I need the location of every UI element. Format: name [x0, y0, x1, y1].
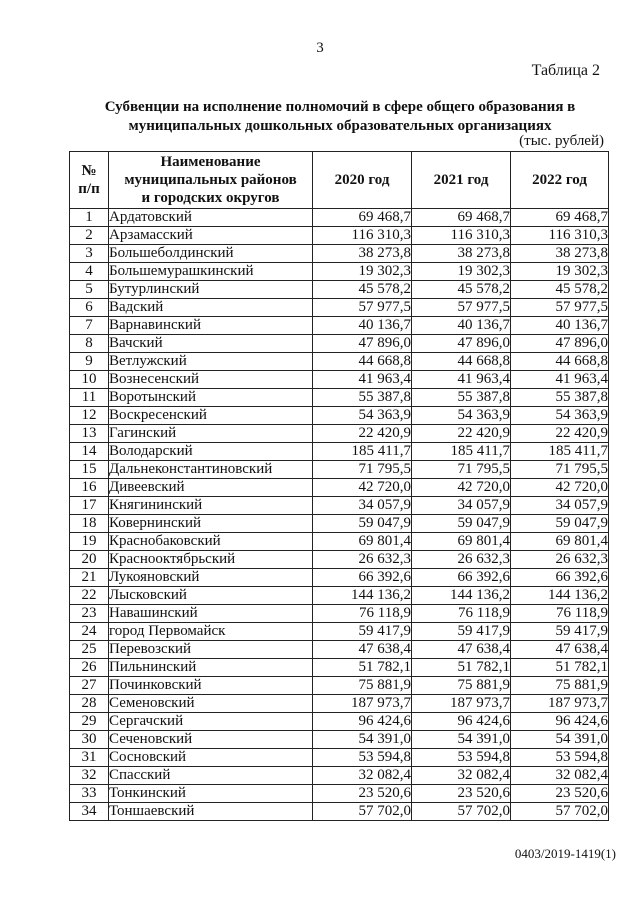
district-name-cell: Большеболдинский — [109, 245, 313, 263]
district-name-cell: Вадский — [109, 299, 313, 317]
value-2021-cell: 57 977,5 — [412, 299, 511, 317]
district-name-cell: Лукояновский — [109, 569, 313, 587]
value-2020-cell: 185 411,7 — [313, 443, 412, 461]
value-2021-cell: 26 632,3 — [412, 551, 511, 569]
header-2022: 2022 год — [511, 152, 609, 209]
table-row — [70, 713, 609, 731]
row-number-cell: 31 — [70, 749, 109, 767]
value-2022-cell: 26 632,3 — [511, 551, 609, 569]
table-row — [70, 551, 609, 569]
row-number-cell: 25 — [70, 641, 109, 659]
value-2021-cell: 44 668,8 — [412, 353, 511, 371]
value-2021-cell: 185 411,7 — [412, 443, 511, 461]
row-number-cell: 2 — [70, 227, 109, 245]
value-2022-cell: 57 702,0 — [511, 803, 609, 821]
value-2022-cell: 19 302,3 — [511, 263, 609, 281]
table-row — [70, 533, 609, 551]
value-2022-cell: 32 082,4 — [511, 767, 609, 785]
row-number-cell: 18 — [70, 515, 109, 533]
district-name-cell: Воротынский — [109, 389, 313, 407]
value-2020-cell: 53 594,8 — [313, 749, 412, 767]
value-2022-cell: 116 310,3 — [511, 227, 609, 245]
table-row — [70, 371, 609, 389]
district-name-cell: Варнавинский — [109, 317, 313, 335]
table-row — [70, 317, 609, 335]
row-number-cell: 3 — [70, 245, 109, 263]
value-2020-cell: 54 363,9 — [313, 407, 412, 425]
value-2020-cell: 38 273,8 — [313, 245, 412, 263]
value-2022-cell: 75 881,9 — [511, 677, 609, 695]
value-2020-cell: 54 391,0 — [313, 731, 412, 749]
value-2020-cell: 55 387,8 — [313, 389, 412, 407]
header-num: № п/п — [70, 152, 109, 209]
row-number-cell: 17 — [70, 497, 109, 515]
header-2020: 2020 год — [313, 152, 412, 209]
value-2021-cell: 54 363,9 — [412, 407, 511, 425]
district-name-cell: Княгининский — [109, 497, 313, 515]
district-name-cell: Краснооктябрьский — [109, 551, 313, 569]
district-name-cell: Вознесенский — [109, 371, 313, 389]
value-2020-cell: 23 520,6 — [313, 785, 412, 803]
row-number-cell: 28 — [70, 695, 109, 713]
value-2021-cell: 53 594,8 — [412, 749, 511, 767]
value-2021-cell: 42 720,0 — [412, 479, 511, 497]
value-2022-cell: 187 973,7 — [511, 695, 609, 713]
value-2022-cell: 54 391,0 — [511, 731, 609, 749]
value-2020-cell: 187 973,7 — [313, 695, 412, 713]
subsidy-table — [69, 151, 609, 821]
value-2022-cell: 42 720,0 — [511, 479, 609, 497]
value-2022-cell: 34 057,9 — [511, 497, 609, 515]
table-row — [70, 425, 609, 443]
value-2021-cell: 40 136,7 — [412, 317, 511, 335]
table-row — [70, 605, 609, 623]
row-number-cell: 10 — [70, 371, 109, 389]
value-2022-cell: 53 594,8 — [511, 749, 609, 767]
value-2021-cell: 23 520,6 — [412, 785, 511, 803]
value-2020-cell: 41 963,4 — [313, 371, 412, 389]
value-2021-cell: 22 420,9 — [412, 425, 511, 443]
table-row — [70, 389, 609, 407]
value-2020-cell: 57 702,0 — [313, 803, 412, 821]
district-name-cell: Сосновский — [109, 749, 313, 767]
value-2020-cell: 76 118,9 — [313, 605, 412, 623]
value-2021-cell: 19 302,3 — [412, 263, 511, 281]
table-row — [70, 659, 609, 677]
district-name-cell: Семеновский — [109, 695, 313, 713]
district-name-cell: Пильнинский — [109, 659, 313, 677]
table-row — [70, 749, 609, 767]
value-2020-cell: 96 424,6 — [313, 713, 412, 731]
table-row — [70, 641, 609, 659]
value-2020-cell: 44 668,8 — [313, 353, 412, 371]
value-2020-cell: 34 057,9 — [313, 497, 412, 515]
district-name-cell: Дивеевский — [109, 479, 313, 497]
value-2022-cell: 66 392,6 — [511, 569, 609, 587]
value-2020-cell: 45 578,2 — [313, 281, 412, 299]
value-2021-cell: 59 417,9 — [412, 623, 511, 641]
table-row — [70, 515, 609, 533]
row-number-cell: 24 — [70, 623, 109, 641]
district-name-cell: Гагинский — [109, 425, 313, 443]
row-number-cell: 20 — [70, 551, 109, 569]
value-2022-cell: 96 424,6 — [511, 713, 609, 731]
row-number-cell: 19 — [70, 533, 109, 551]
table-label: Таблица 2 — [531, 62, 600, 79]
value-2022-cell: 59 047,9 — [511, 515, 609, 533]
value-2021-cell: 38 273,8 — [412, 245, 511, 263]
value-2020-cell: 69 801,4 — [313, 533, 412, 551]
value-2021-cell: 116 310,3 — [412, 227, 511, 245]
table-row — [70, 263, 609, 281]
row-number-cell: 12 — [70, 407, 109, 425]
row-number-cell: 1 — [70, 209, 109, 227]
district-name-cell: Тонкинский — [109, 785, 313, 803]
value-2022-cell: 47 638,4 — [511, 641, 609, 659]
table-row — [70, 569, 609, 587]
value-2022-cell: 44 668,8 — [511, 353, 609, 371]
table-row — [70, 587, 609, 605]
value-2021-cell: 76 118,9 — [412, 605, 511, 623]
table-title — [60, 98, 620, 136]
value-2020-cell: 40 136,7 — [313, 317, 412, 335]
table-row — [70, 677, 609, 695]
value-2022-cell: 57 977,5 — [511, 299, 609, 317]
value-2020-cell: 75 881,9 — [313, 677, 412, 695]
row-number-cell: 6 — [70, 299, 109, 317]
district-name-cell: Лысковский — [109, 587, 313, 605]
value-2022-cell: 54 363,9 — [511, 407, 609, 425]
value-2020-cell: 47 896,0 — [313, 335, 412, 353]
value-2021-cell: 96 424,6 — [412, 713, 511, 731]
table-row — [70, 209, 609, 227]
value-2020-cell: 42 720,0 — [313, 479, 412, 497]
district-name-cell: Починковский — [109, 677, 313, 695]
district-name-cell: Вачский — [109, 335, 313, 353]
district-name-cell: Воскресенский — [109, 407, 313, 425]
row-number-cell: 30 — [70, 731, 109, 749]
value-2021-cell: 47 896,0 — [412, 335, 511, 353]
table-row — [70, 281, 609, 299]
table-row — [70, 443, 609, 461]
district-name-cell: город Первомайск — [109, 623, 313, 641]
value-2020-cell: 32 082,4 — [313, 767, 412, 785]
row-number-cell: 8 — [70, 335, 109, 353]
table-row — [70, 407, 609, 425]
row-number-cell: 27 — [70, 677, 109, 695]
row-number-cell: 14 — [70, 443, 109, 461]
value-2022-cell: 76 118,9 — [511, 605, 609, 623]
table-row — [70, 299, 609, 317]
district-name-cell: Спасский — [109, 767, 313, 785]
value-2021-cell: 47 638,4 — [412, 641, 511, 659]
row-number-cell: 16 — [70, 479, 109, 497]
district-name-cell: Навашинский — [109, 605, 313, 623]
value-2020-cell: 51 782,1 — [313, 659, 412, 677]
row-number-cell: 15 — [70, 461, 109, 479]
table-row — [70, 695, 609, 713]
value-2021-cell: 59 047,9 — [412, 515, 511, 533]
value-2021-cell: 54 391,0 — [412, 731, 511, 749]
value-2020-cell: 22 420,9 — [313, 425, 412, 443]
value-2020-cell: 66 392,6 — [313, 569, 412, 587]
row-number-cell: 29 — [70, 713, 109, 731]
row-number-cell: 32 — [70, 767, 109, 785]
value-2021-cell: 144 136,2 — [412, 587, 511, 605]
value-2020-cell: 19 302,3 — [313, 263, 412, 281]
header-2021: 2021 год — [412, 152, 511, 209]
row-number-cell: 33 — [70, 785, 109, 803]
table-row — [70, 803, 609, 821]
row-number-cell: 4 — [70, 263, 109, 281]
value-2022-cell: 47 896,0 — [511, 335, 609, 353]
table-row — [70, 353, 609, 371]
value-2022-cell: 23 520,6 — [511, 785, 609, 803]
value-2020-cell: 59 417,9 — [313, 623, 412, 641]
row-number-cell: 34 — [70, 803, 109, 821]
value-2020-cell: 71 795,5 — [313, 461, 412, 479]
value-2022-cell: 69 468,7 — [511, 209, 609, 227]
row-number-cell: 21 — [70, 569, 109, 587]
value-2020-cell: 26 632,3 — [313, 551, 412, 569]
row-number-cell: 22 — [70, 587, 109, 605]
value-2020-cell: 59 047,9 — [313, 515, 412, 533]
district-name-cell: Ардатовский — [109, 209, 313, 227]
value-2022-cell: 185 411,7 — [511, 443, 609, 461]
value-2021-cell: 51 782,1 — [412, 659, 511, 677]
district-name-cell: Арзамасский — [109, 227, 313, 245]
table-row — [70, 497, 609, 515]
table-row — [70, 623, 609, 641]
row-number-cell: 5 — [70, 281, 109, 299]
value-2021-cell: 55 387,8 — [412, 389, 511, 407]
title-line-1: Субвенции на исполнение полномочий в сфере общего образования в — [104, 99, 576, 115]
header-name: Наименование муниципальных районов и городских округов — [109, 152, 313, 209]
value-2021-cell: 66 392,6 — [412, 569, 511, 587]
value-2021-cell: 45 578,2 — [412, 281, 511, 299]
district-name-cell: Большемурашкинский — [109, 263, 313, 281]
table-row — [70, 767, 609, 785]
table-row — [70, 335, 609, 353]
value-2022-cell: 40 136,7 — [511, 317, 609, 335]
district-name-cell: Краснобаковский — [109, 533, 313, 551]
value-2022-cell: 144 136,2 — [511, 587, 609, 605]
value-2022-cell: 38 273,8 — [511, 245, 609, 263]
value-2020-cell: 144 136,2 — [313, 587, 412, 605]
district-name-cell: Володарский — [109, 443, 313, 461]
value-2020-cell: 57 977,5 — [313, 299, 412, 317]
value-2022-cell: 59 417,9 — [511, 623, 609, 641]
value-2022-cell: 71 795,5 — [511, 461, 609, 479]
value-2020-cell: 69 468,7 — [313, 209, 412, 227]
district-name-cell: Сеченовский — [109, 731, 313, 749]
value-2022-cell: 45 578,2 — [511, 281, 609, 299]
row-number-cell: 7 — [70, 317, 109, 335]
district-name-cell: Тоншаевский — [109, 803, 313, 821]
document-code: 0403/2019-1419(1) — [514, 846, 616, 861]
district-name-cell: Бутурлинский — [109, 281, 313, 299]
table-row — [70, 479, 609, 497]
value-2021-cell: 69 801,4 — [412, 533, 511, 551]
table-row — [70, 245, 609, 263]
row-number-cell: 11 — [70, 389, 109, 407]
header-row — [70, 152, 609, 209]
value-2021-cell: 34 057,9 — [412, 497, 511, 515]
district-name-cell: Дальнеконстантиновский — [109, 461, 313, 479]
row-number-cell: 26 — [70, 659, 109, 677]
table-row — [70, 461, 609, 479]
title-line-2: муниципальных дошкольных образовательных организациях — [128, 118, 552, 134]
value-2022-cell: 69 801,4 — [511, 533, 609, 551]
value-2021-cell: 69 468,7 — [412, 209, 511, 227]
district-name-cell: Ковернинский — [109, 515, 313, 533]
value-2021-cell: 75 881,9 — [412, 677, 511, 695]
value-2021-cell: 41 963,4 — [412, 371, 511, 389]
value-2021-cell: 57 702,0 — [412, 803, 511, 821]
row-number-cell: 13 — [70, 425, 109, 443]
page-number: 3 — [316, 40, 324, 56]
units-note: (тыс. рублей) — [519, 133, 604, 149]
value-2020-cell: 116 310,3 — [313, 227, 412, 245]
value-2022-cell: 22 420,9 — [511, 425, 609, 443]
district-name-cell: Перевозский — [109, 641, 313, 659]
value-2021-cell: 187 973,7 — [412, 695, 511, 713]
row-number-cell: 9 — [70, 353, 109, 371]
table-row — [70, 731, 609, 749]
value-2021-cell: 71 795,5 — [412, 461, 511, 479]
value-2021-cell: 32 082,4 — [412, 767, 511, 785]
district-name-cell: Ветлужский — [109, 353, 313, 371]
value-2020-cell: 47 638,4 — [313, 641, 412, 659]
row-number-cell: 23 — [70, 605, 109, 623]
table-row — [70, 785, 609, 803]
table-row — [70, 227, 609, 245]
value-2022-cell: 51 782,1 — [511, 659, 609, 677]
value-2022-cell: 55 387,8 — [511, 389, 609, 407]
district-name-cell: Сергачский — [109, 713, 313, 731]
value-2022-cell: 41 963,4 — [511, 371, 609, 389]
